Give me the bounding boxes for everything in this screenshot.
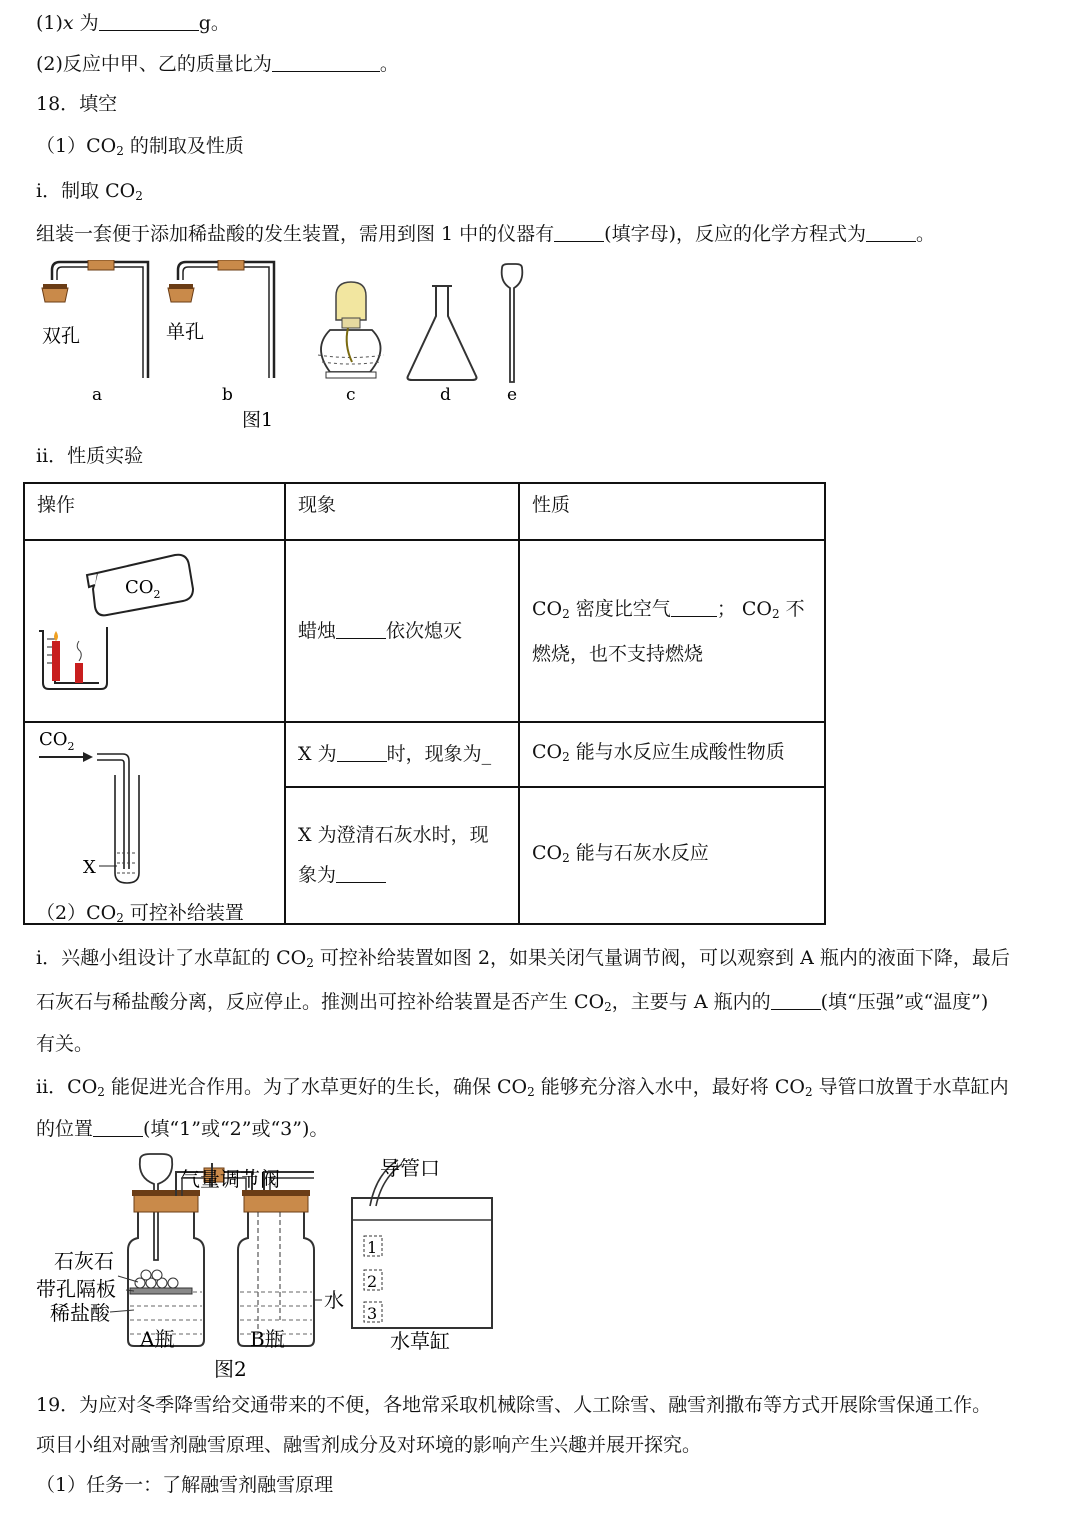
- table-cell-property-2: $CO_2$ 能与水反应生成酸性物质: [519, 722, 825, 787]
- water-label: 水: [324, 1288, 344, 1312]
- q18-title: 18．填空: [36, 93, 118, 115]
- q18-part2-heading: $(2)CO_2$ 可控补给装置: [36, 902, 244, 925]
- q17-part1-line: (1)x 为 g。: [36, 12, 230, 34]
- table-cell-operation-2: [24, 722, 285, 924]
- co2-inlet-label: $CO_2$: [39, 729, 75, 753]
- co2-bottle-label: $CO_2$: [125, 577, 161, 601]
- answer-blank[interactable]: [671, 598, 717, 617]
- letter-c: c: [346, 385, 356, 405]
- apparatus-d-conical-flask: [408, 286, 477, 380]
- q18-part2-i-line2: 石灰石与稀盐酸分离，反应停止。推测出可控补给装置是否产生 $CO_2$，主要与 A 瓶内的 (填“压强”或“温度”): [36, 991, 989, 1014]
- apparatus-a-double-hole-tube: [42, 260, 148, 378]
- answer-blank[interactable]: [866, 223, 916, 242]
- property-experiment-table: [23, 482, 826, 925]
- answer-blank[interactable]: [771, 991, 821, 1010]
- q18-ii-heading: ii．性质实验: [36, 445, 144, 467]
- answer-blank[interactable]: [272, 53, 380, 72]
- apparatus-e-long-neck-funnel: [502, 264, 523, 382]
- table-header-property: 性质: [519, 483, 825, 540]
- q18-i-heading: i．制取 $CO_2$: [36, 180, 143, 203]
- apparatus-b-single-hole-tube: [168, 260, 274, 378]
- q19-line3: （1）任务一：了解融雪剂融雪原理: [36, 1474, 334, 1496]
- dilute-hcl-label: 稀盐酸: [50, 1301, 110, 1325]
- q18-part2-ii-line2: 的位置 (填“1”或“2”或“3”)。: [36, 1118, 329, 1140]
- q18-part2-ii-line1: ii．$CO_2$ 能促进光合作用。为了水草更好的生长，确保 $CO_2$ 能够充分溶入水中，最好将 $CO_2$ 导管口放置于水草缸内: [36, 1076, 1009, 1099]
- table-cell-phenomenon-2: X 为 时，现象为_: [285, 722, 519, 787]
- q19-line1: 19．为应对冬季降雪给交通带来的不便，各地常采取机械除雪、人工除雪、融雪剂撒布等方式开展除雪保通工作。: [36, 1394, 992, 1416]
- label-double-hole: 双孔: [42, 325, 81, 347]
- apparatus-c-alcohol-lamp: [318, 282, 384, 378]
- answer-blank[interactable]: [336, 864, 386, 883]
- table-cell-phenomenon-1: 蜡烛 依次熄灭: [285, 540, 519, 722]
- answer-blank[interactable]: [99, 12, 199, 31]
- table-cell-phenomenon-3: X 为澄清石灰水时，现 象为: [285, 787, 519, 924]
- figure-2-co2-supply-device: [30, 1150, 510, 1385]
- answer-blank[interactable]: [93, 1118, 143, 1137]
- perforated-plate-label: 带孔隔板: [36, 1277, 116, 1301]
- table-cell-property-3: $CO_2$ 能与石灰水反应: [519, 787, 825, 924]
- position-1: 1: [367, 1238, 378, 1257]
- letter-a: a: [92, 385, 103, 405]
- test-tube-diagram: [25, 723, 283, 909]
- q18-part2-i-line1: i．兴趣小组设计了水草缸的 $CO_2$ 可控补给装置如图 2，如果关闭气量调节阀，可以观察到 A 瓶内的液面下降，最后: [36, 947, 1010, 970]
- tube-mouth-label: 导管口: [380, 1156, 440, 1180]
- letter-b: b: [222, 385, 233, 405]
- bottle-a-label: A瓶: [140, 1327, 175, 1351]
- position-3: 3: [367, 1304, 378, 1323]
- answer-blank[interactable]: [337, 743, 387, 762]
- q18-part2-i-line3: 有关。: [36, 1033, 94, 1055]
- bottle-b-label: B瓶: [250, 1327, 285, 1351]
- figure-1-apparatus: [30, 260, 550, 435]
- letter-d: d: [440, 385, 451, 405]
- q17-part2-line: (2)反应中甲、乙的质量比为 。: [36, 53, 399, 75]
- table-header-operation: 操作: [24, 483, 285, 540]
- letter-e: e: [507, 385, 518, 405]
- table-header-phenomenon: 现象: [285, 483, 519, 540]
- limestone-label: 石灰石: [54, 1249, 114, 1273]
- q19-line2: 项目小组对融雪剂融雪原理、融雪剂成分及对环境的影响产生兴趣并展开探究。: [36, 1434, 702, 1456]
- label-single-hole: 单孔: [166, 321, 205, 343]
- answer-blank[interactable]: [554, 223, 604, 242]
- figure-1-caption: 图1: [242, 409, 274, 431]
- table-cell-property-1: $CO_2$ 密度比空气 ； $CO_2$ 不 燃烧，也不支持燃烧: [519, 540, 825, 722]
- valve-label: 气量调节阀: [180, 1167, 280, 1191]
- table-cell-operation-1: [24, 540, 285, 722]
- figure-2-caption: 图2: [214, 1357, 247, 1381]
- q18-assemble-line: 组装一套便于添加稀盐酸的发生装置，需用到图 1 中的仪器有 (填字母)，反应的化学方程式为 。: [36, 223, 936, 245]
- q18-part1-heading: $(1)CO_2$ 的制取及性质: [36, 135, 244, 158]
- aquarium-label: 水草缸: [390, 1329, 450, 1353]
- candle-beaker-diagram: [25, 541, 283, 707]
- position-2: 2: [367, 1272, 378, 1291]
- answer-blank[interactable]: [336, 620, 386, 639]
- x-label: X: [83, 857, 96, 878]
